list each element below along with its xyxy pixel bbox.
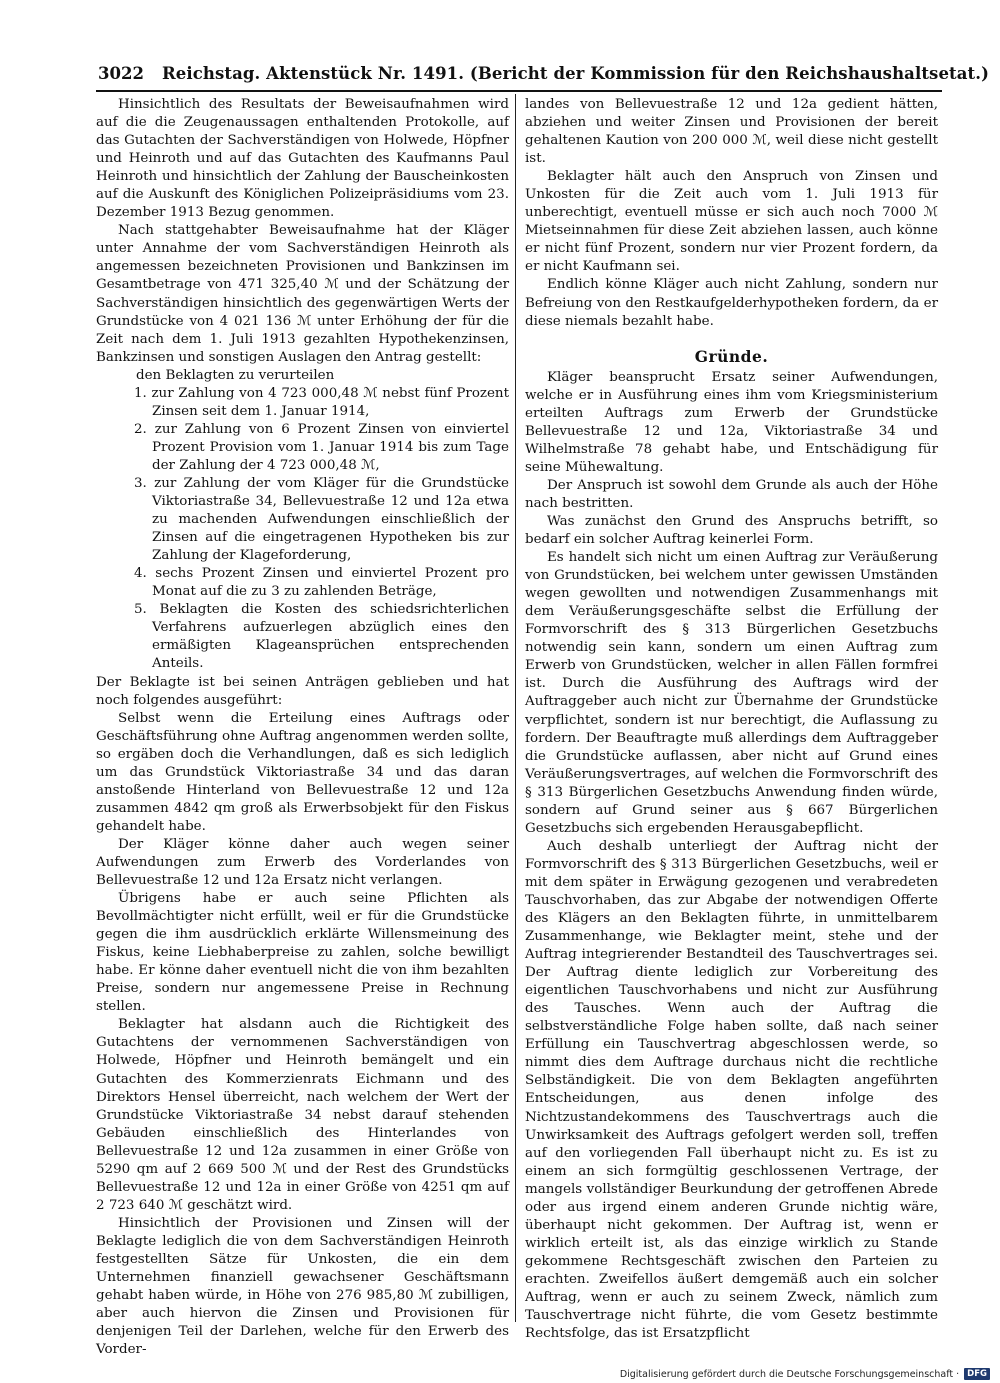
paragraph: Endlich könne Kläger auch nicht Zahlung, sondern nur Befreiung von den Restkaufgelderhypotheken fordern, da er diese niemals bezahlt habe. <box>525 277 938 329</box>
left-column <box>96 96 509 1358</box>
paragraph: Es handelt sich nicht um einen Auftrag zur Veräußerung von Grundstücken, bei welchem unter gewissen Umständen wegen gewollten und notwendigen Zusammenhangs mit dem Veräußerungsgeschäfte selbst die Erfüllung der Formvorschrift des § 313 Bürgerlichen Gesetzbuchs notwendig sein kann, sondern um einen Auftrag zum Erwerb von Grundstücken, welcher in allen Fällen formfrei ist. Durch die Ausführung des Auftrags wird der Auftraggeber auch nicht zur Übernahme der Grundstücke verpflichtet, sondern ist nur berechtigt, die Auflassung zu fordern. Der Beauftragte muß allerdings dem Auftraggeber die Grundstücke auflassen, aber nicht auf Grund eines Veräußerungsvertrages, auf welchen die Formvorschrift des § 313 Bürgerlichen Gesetzbuchs Anwendung finden würde, sondern auf Grund seiner aus § 667 Bürgerlichen Gesetzbuchs sich ergebenden Herausgabepflicht. <box>525 550 938 836</box>
paragraph: Übrigens habe er auch seine Pflichten als Bevollmächtigter nicht erfüllt, weil er für die Grundstücke gegen die ihm ausdrücklich erklärte Willensmeinung des Fiskus, keine Liebhaberpreise zu zahlen, solche bewilligt habe. Er könne daher eventuell nicht die von ihm bezahlten Preise, sondern nur angemessene Preise in Rechnung stellen. <box>96 891 509 1015</box>
dfg-logo: DFG <box>964 1368 990 1380</box>
paragraph: Beklagter hält auch den Anspruch von Zinsen und Unkosten für die Zeit auch vom 1. Juli 1913 für unberechtigt, eventuell müsse er sich auch noch 7000 ℳ Mietseinnahmen für diese Zeit abziehen lassen, auch könne er nicht fünf Prozent, sondern nur vier Prozent fordern, da er nicht Kaufmann sei. <box>525 169 938 275</box>
paragraph: Auch deshalb unterliegt der Auftrag nicht der Formvorschrift des § 313 Bürgerlichen Gesetzbuchs, weil er mit dem später in Erwägung gezogenen und verabredeten Tauschvorhaben, das zur Abgabe der notwendigen Offerte des Klägers an den Beklagten führte, in unmittelbarem Zusammenhange, wie Beklagter meint, stehe und der Auftrag integrierender Bestandteil des Tauschvertrages sei. Der Auftrag diente lediglich zur Vorbereitung des eigentlichen Tauschvorhabens und nicht zur Ausführung des Tausches. Wenn auch der Auftrag die selbstverständliche Folge haben sollte, daß nach seiner Erfüllung ein Tauschvertrag abgeschlossen werde, so nimmt dies dem Auftrage durchaus nicht die rechtliche Selbständigkeit. Die von dem Beklagten angeführten Entscheidungen, aus denen infolge des Nichtzustandekommens des Tauschvertrags auch die Unwirksamkeit des Auftrags gefolgert werden soll, treffen auf den vorliegenden Fall überhaupt nicht zu. Es ist zu einem an sich formgültig geschlossenen Vertrage, der mangels vollständiger Beurkundung der getroffenen Abrede oder aus irgend einem anderen Grunde nichtig wäre, überhaupt nicht gekommen. Der Auftrag ist, wenn er wirklich erteilt ist, als das einzige wirklich zu Stande gekommene Rechtsgeschäft zwischen den Parteien zu erachten. Zweifellos äußert demgemäß auch ein solcher Auftrag, wenn er auch zu seinem Zweck, nämlich zum Tauschvertrage nicht führte, die vom Gesetz bestimmte Rechtsfolge, das ist Ersatzpflicht <box>525 838 938 1342</box>
list-item: 4. sechs Prozent Zinsen und einviertel Prozent pro Monat auf die zu 3 zu zahlenden Beträge, <box>134 566 509 600</box>
column-divider <box>515 94 516 1322</box>
page-footer <box>590 1366 990 1382</box>
footer-credit: Digitalisierung gefördert durch die Deutsche Forschungsgemeinschaft · <box>619 1368 960 1380</box>
paragraph: den Beklagten zu verurteilen <box>136 367 335 383</box>
paragraph: Der Kläger könne daher auch wegen seiner Aufwendungen zum Erwerb des Vorderlandes von Bellevuestraße 12 und 12a Ersatz nicht verlangen. <box>96 836 509 889</box>
header-rule <box>96 90 942 92</box>
list-item: 3. zur Zahlung der vom Kläger für die Grundstücke Viktoriastraße 34, Bellevuestraße 12 und 12a etwa zu machenden Aufwendungen einschließlich der Zinsen auf die eingetragenen Hypotheken bis zur Zahlung der Klageforderung, <box>134 475 509 564</box>
paragraph: Kläger beansprucht Ersatz seiner Aufwendungen, welche er in Ausführung eines ihm vom Kriegsministerium erteilten Auftrags zum Erwerb der Grundstücke Bellevuestraße 12 und 12a, Viktoriastraße 34 und Wilhelmstraße 78 gehabt habe, und Entschädigung für seine Mühewaltung. <box>525 369 938 475</box>
list-item: 2. zur Zahlung von 6 Prozent Zinsen von einviertel Prozent Provision vom 1. Januar 1914 bis zum Tage der Zahlung der 4 723 000,48 ℳ, <box>134 421 509 473</box>
paragraph: Beklagter hat alsdann auch die Richtigkeit des Gutachtens der vernommenen Sachverständigen von Holwede, Höpfner und Heinroth bemängelt und ein Gutachten des Kommerzienrats Eichmann und des Direktors Hensel überreicht, nach welchem der Wert der Grundstücke Viktoriastraße 34 nebst darauf stehenden Gebäuden einschließlich des Hinterlandes von Bellevuestraße 12 und 12a zusammen in einer Größe von 5290 qm auf 2 669 500 ℳ und der Rest des Grundstücks Bellevuestraße 12 und 12a in einer Größe von 4251 qm auf 2 723 640 ℳ geschätzt wird. <box>96 1017 509 1213</box>
list-item: 5. Beklagten die Kosten des schiedsrichterlichen Verfahrens aufzuerlegen abzüglich eines den ermäßigten Klageansprüchen entsprechenden Anteils. <box>134 602 509 672</box>
paragraph: landes von Bellevuestraße 12 und 12a gedient hätten, abziehen und weiter Zinsen und Provisionen der bereit gehaltenen Kaution von 200 000 ℳ, weil diese nicht gestellt ist. <box>525 97 938 167</box>
paragraph: Selbst wenn die Erteilung eines Auftrags oder Geschäftsführung ohne Auftrag angenommen werden sollte, so ergäben doch die Verhandlungen, daß es sich lediglich um das Grundstück Viktoriastraße 34 und das daran anstoßende Hinterland von Bellevuestraße 12 und 12a zusammen 4842 qm groß als Erwerbsobjekt für den Fiskus gehandelt habe. <box>96 710 509 834</box>
section-heading: Gründe. <box>694 346 769 366</box>
paragraph: Hinsichtlich der Provisionen und Zinsen will der Beklagte lediglich die von dem Sachverständigen Heinroth festgestellten Sätze für Unkosten, die ein dem Unternehmen finanziell gewachsener Geschäftsmann gehabt haben würde, in Höhe von 276 985,80 ℳ zubilligen, aber auch hiervon die Zinsen und Provisionen für denjenigen Teil der Darlehen, welche für den Erwerb des Vorder- <box>96 1215 509 1358</box>
page-header <box>98 58 990 88</box>
paragraph: Nach stattgehabter Beweisaufnahme hat der Kläger unter Annahme der vom Sachverständigen Heinroth als angemessen bezeichneten Provisionen und Bankzinsen im Gesamtbetrage von 471 325,40 ℳ und der Schätzung der Sachverständigen hinsichtlich des gegenwärtigen Werts der Grundstücke von 4 021 136 ℳ unter Erhöhung der für die Zeit nach dem 1. Juli 1913 gezahlten Hypothekenzinsen, Bankzinsen und sonstigen Auslagen den Antrag gestellt: <box>96 223 509 365</box>
header-title: Reichstag. Aktenstück Nr. 1491. (Bericht der Kommission für den Reichshaushaltsetat.) <box>161 63 990 83</box>
list-item: 1. zur Zahlung von 4 723 000,48 ℳ nebst fünf Prozent Zinsen seit dem 1. Januar 1914, <box>134 385 509 419</box>
paragraph: Der Beklagte ist bei seinen Anträgen geblieben und hat noch folgendes ausgeführt: <box>96 674 509 708</box>
paragraph: Hinsichtlich des Resultats der Beweisaufnahmen wird auf die die Zeugenaussagen enthaltenden Protokolle, auf das Gutachten der Sachverständigen von Holwede, Höpfner und Heinroth und auf das Gutachten des Kaufmanns Paul Heinroth und hinsichtlich der Zahlung der Bauscheinkosten auf die Auskunft des Königlichen Polizeipräsidiums vom 23. Dezember 1913 Bezug genommen. <box>96 97 509 221</box>
right-column <box>525 96 938 1342</box>
paragraph: Was zunächst den Grund des Anspruchs betrifft, so bedarf ein solcher Auftrag keinerlei Form. <box>525 513 938 548</box>
page-number: 3022 <box>98 63 144 83</box>
paragraph: Der Anspruch ist sowohl dem Grunde als auch der Höhe nach bestritten. <box>525 477 938 511</box>
